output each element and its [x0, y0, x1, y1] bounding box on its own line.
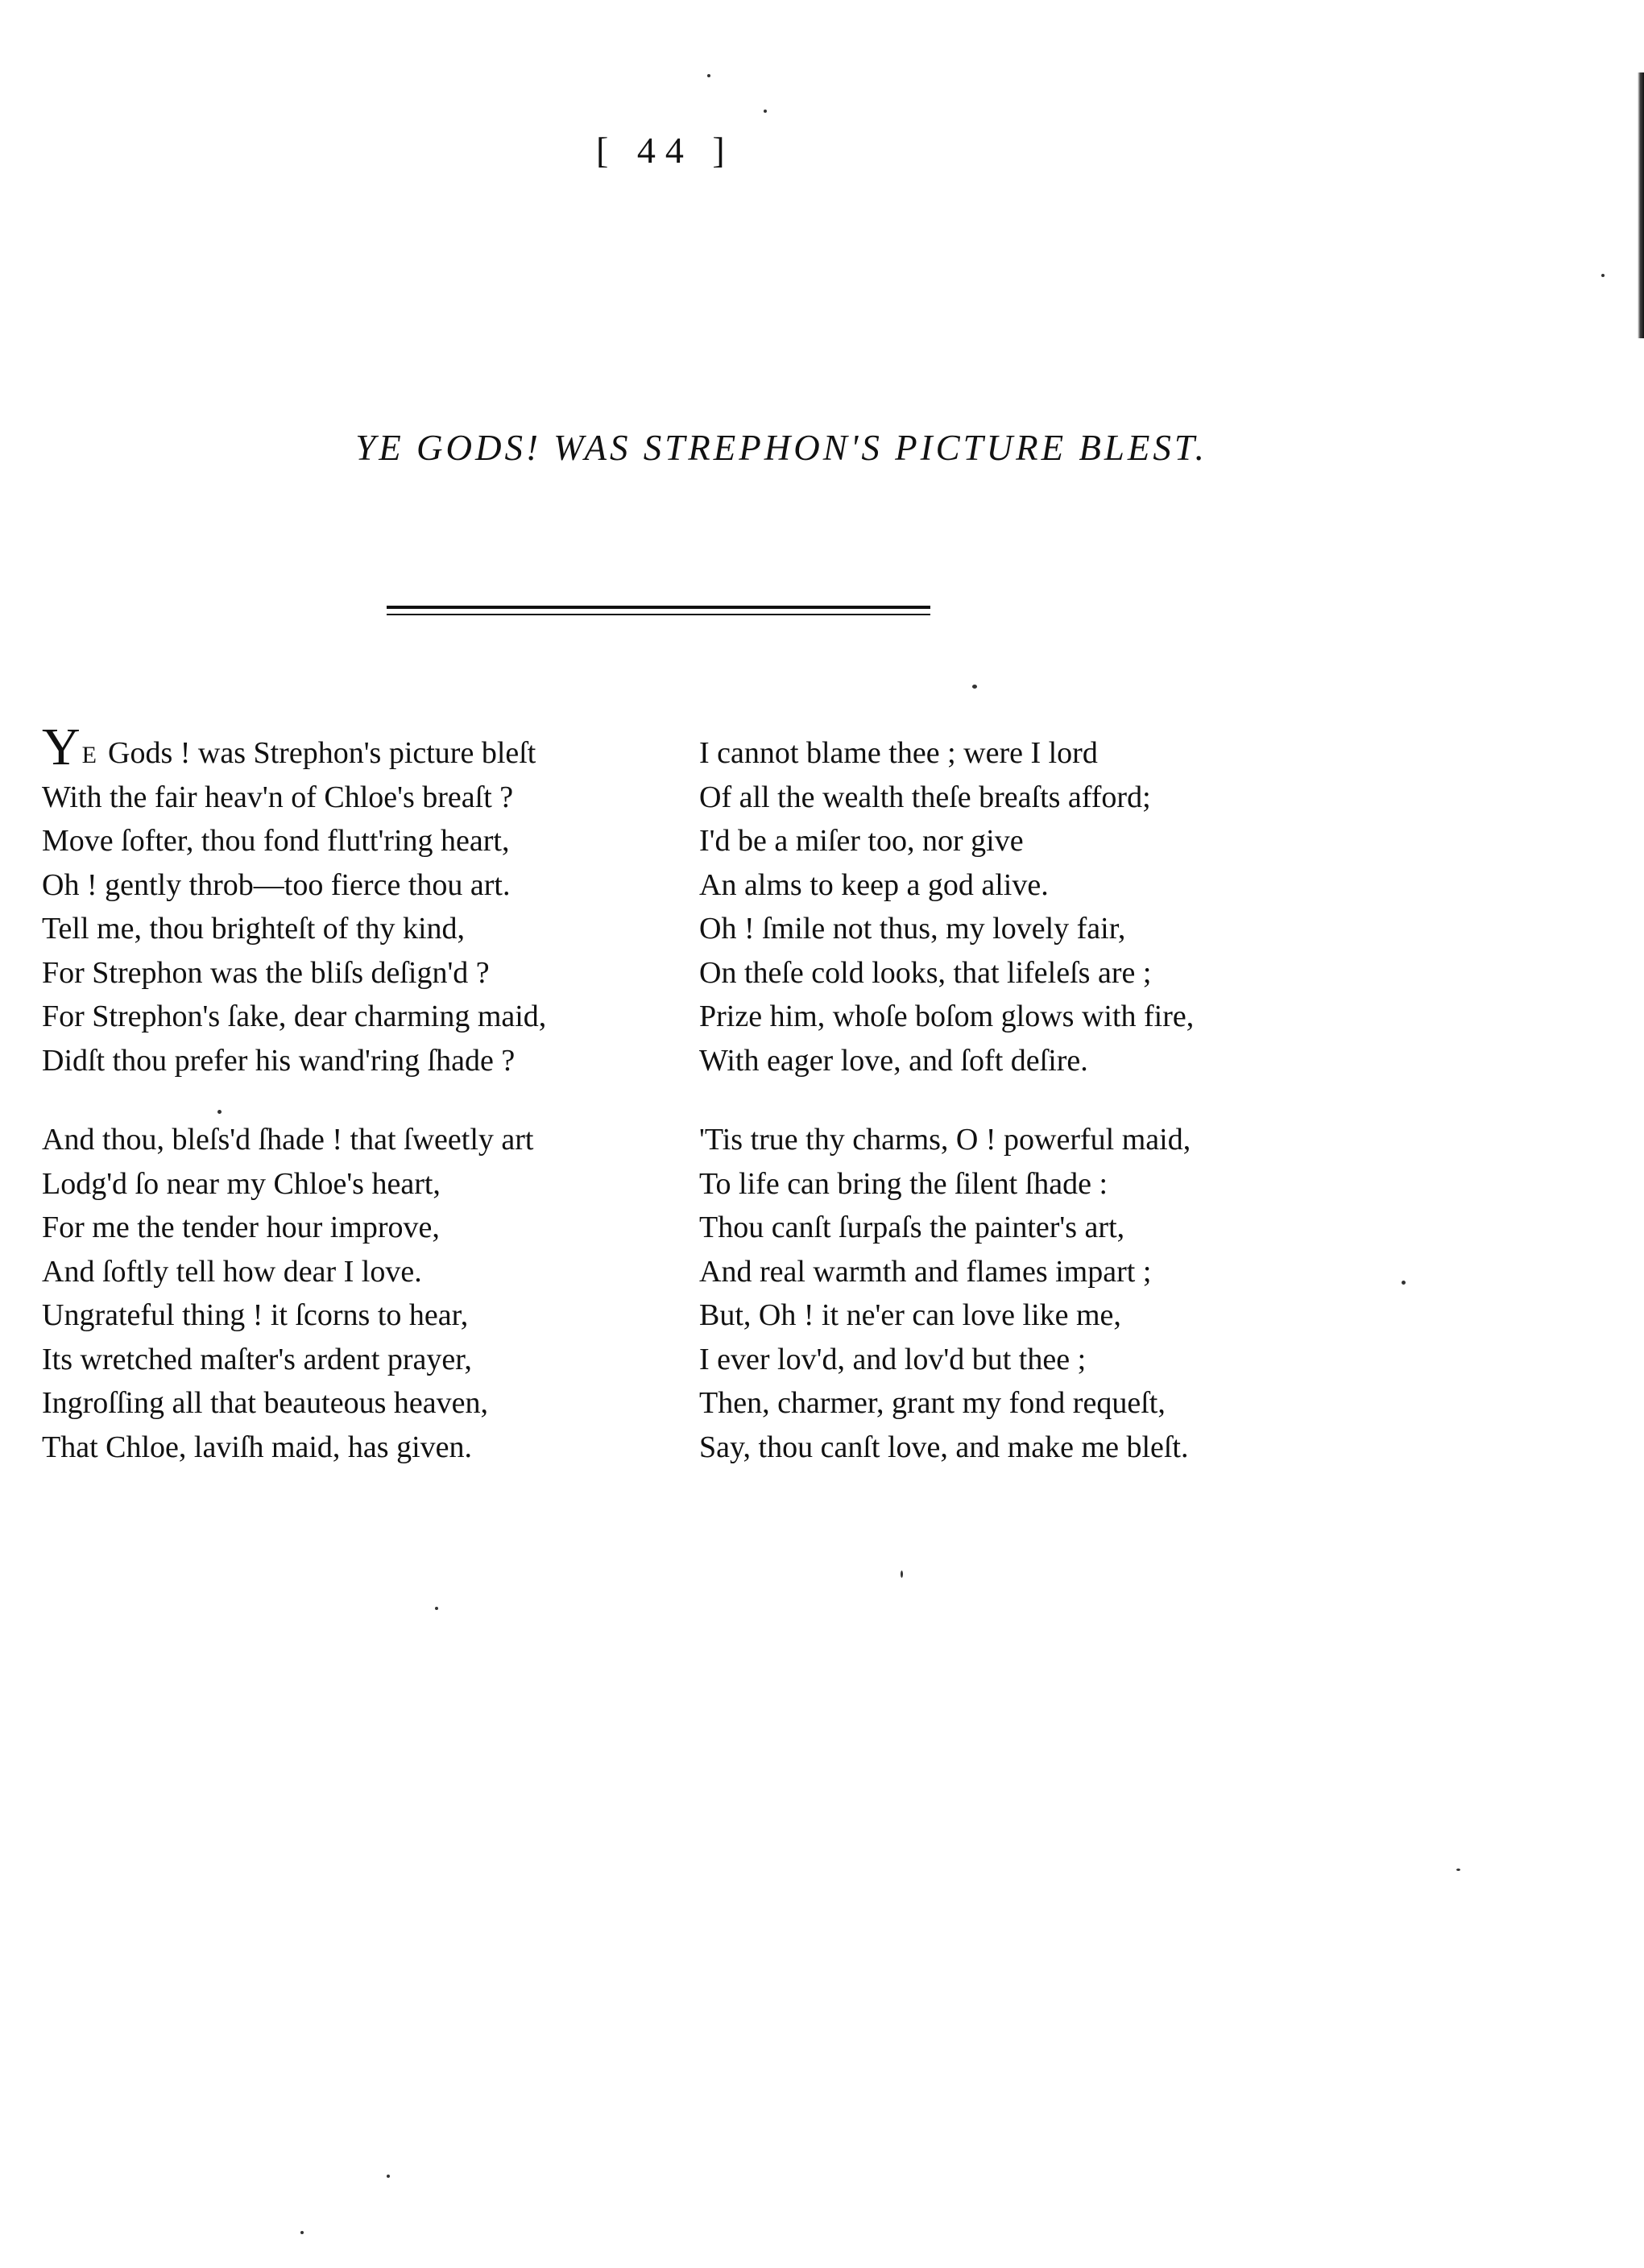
- stanza-1: [42, 718, 686, 1082]
- scan-speck: [217, 1110, 222, 1114]
- verse-line: With the fair heav'n of Chloe's breaſt ?: [42, 780, 514, 814]
- verse-line: With eager love, and ſoft deſire.: [699, 1043, 1088, 1078]
- verse-line: Its wretched maſter's ardent prayer,: [42, 1342, 472, 1376]
- scan-speck: [300, 2231, 304, 2234]
- scan-speck: [435, 1607, 438, 1610]
- verse-line: Then, charmer, grant my fond requeſt,: [699, 1386, 1166, 1420]
- verse-line: Thou canſt ſurpaſs the painter's art,: [699, 1211, 1125, 1244]
- verse-line: But, Oh ! it ne'er can love like me,: [699, 1298, 1121, 1332]
- verse-line: To life can bring the ſilent ſhade :: [699, 1166, 1108, 1201]
- verse-line: For me the tender hour improve,: [42, 1211, 440, 1244]
- scan-speck: [901, 1571, 903, 1578]
- verse-line: And thou, bleſs'd ſhade ! that ſweetly art: [42, 1123, 534, 1157]
- small-cap: E: [81, 742, 97, 768]
- poem-title: YE GODS! WAS STREPHON'S PICTURE BLEST.: [355, 428, 1207, 468]
- verse-line: Lodg'd ſo near my Chloe's heart,: [42, 1166, 441, 1201]
- verse-line: Of all the wealth theſe breaſts afford;: [699, 780, 1151, 814]
- verse-line: 'Tis true thy charms, O ! powerful maid,: [699, 1123, 1191, 1157]
- left-column: [42, 718, 686, 1469]
- verse-line: I ever lov'd, and lov'd but thee ;: [699, 1342, 1087, 1376]
- verse-line: For Strephon was the bliſs deſign'd ?: [42, 955, 490, 990]
- stanza-2: [42, 1118, 686, 1469]
- verse-line: And ſoftly tell how dear I love.: [42, 1254, 422, 1289]
- page-number: [ 44 ]: [596, 130, 735, 171]
- verse-line: Oh ! ſmile not thus, my lovely fair,: [699, 912, 1126, 946]
- stanza-4: [699, 1118, 1344, 1469]
- verse-line: An alms to keep a god alive.: [699, 867, 1049, 902]
- verse-line: I'd be a miſer too, nor give: [699, 824, 1024, 858]
- title-rule-thick: [387, 606, 930, 609]
- verse-line: Ungrateful thing ! it ſcorns to hear,: [42, 1298, 469, 1332]
- verse-line: Prize him, whoſe boſom glows with fire,: [699, 999, 1195, 1033]
- verse-line: Ingroſſing all that beauteous heaven,: [42, 1386, 488, 1420]
- verse-line: And real warmth and flames impart ;: [699, 1254, 1152, 1289]
- binding-shadow: [1638, 72, 1644, 338]
- scan-speck: [1456, 1869, 1460, 1871]
- scan-speck: [1601, 274, 1605, 277]
- verse-line: Move ſofter, thou fond flutt'ring heart,: [42, 824, 510, 858]
- scan-speck: [972, 685, 977, 689]
- verse-line: For Strephon's ſake, dear charming maid,: [42, 999, 547, 1033]
- verse-line: Say, thou canſt love, and make me bleſt.: [699, 1430, 1189, 1464]
- verse-line: I cannot blame thee ; were I lord: [699, 736, 1098, 770]
- verse-line: On theſe cold looks, that lifeleſs are ;: [699, 955, 1152, 990]
- stanza-3: [699, 731, 1344, 1082]
- verse-line: Oh ! gently throb—too fierce thou art.: [42, 867, 511, 902]
- drop-cap: Y: [42, 718, 81, 776]
- title-rule-thin: [387, 614, 930, 615]
- right-column: [699, 731, 1344, 1469]
- scan-speck: [387, 2175, 390, 2178]
- scan-speck: [707, 74, 710, 77]
- scan-speck: [1402, 1281, 1406, 1285]
- verse-line: That Chloe, laviſh maid, has given.: [42, 1430, 473, 1464]
- scan-speck: [764, 110, 767, 113]
- first-line-text: Gods ! was Strephon's picture bleſt: [108, 736, 536, 770]
- verse-line: Didſt thou prefer his wand'ring ſhade ?: [42, 1043, 516, 1078]
- verse-line: Tell me, thou brighteſt of thy kind,: [42, 912, 466, 946]
- verse-line: [42, 718, 686, 776]
